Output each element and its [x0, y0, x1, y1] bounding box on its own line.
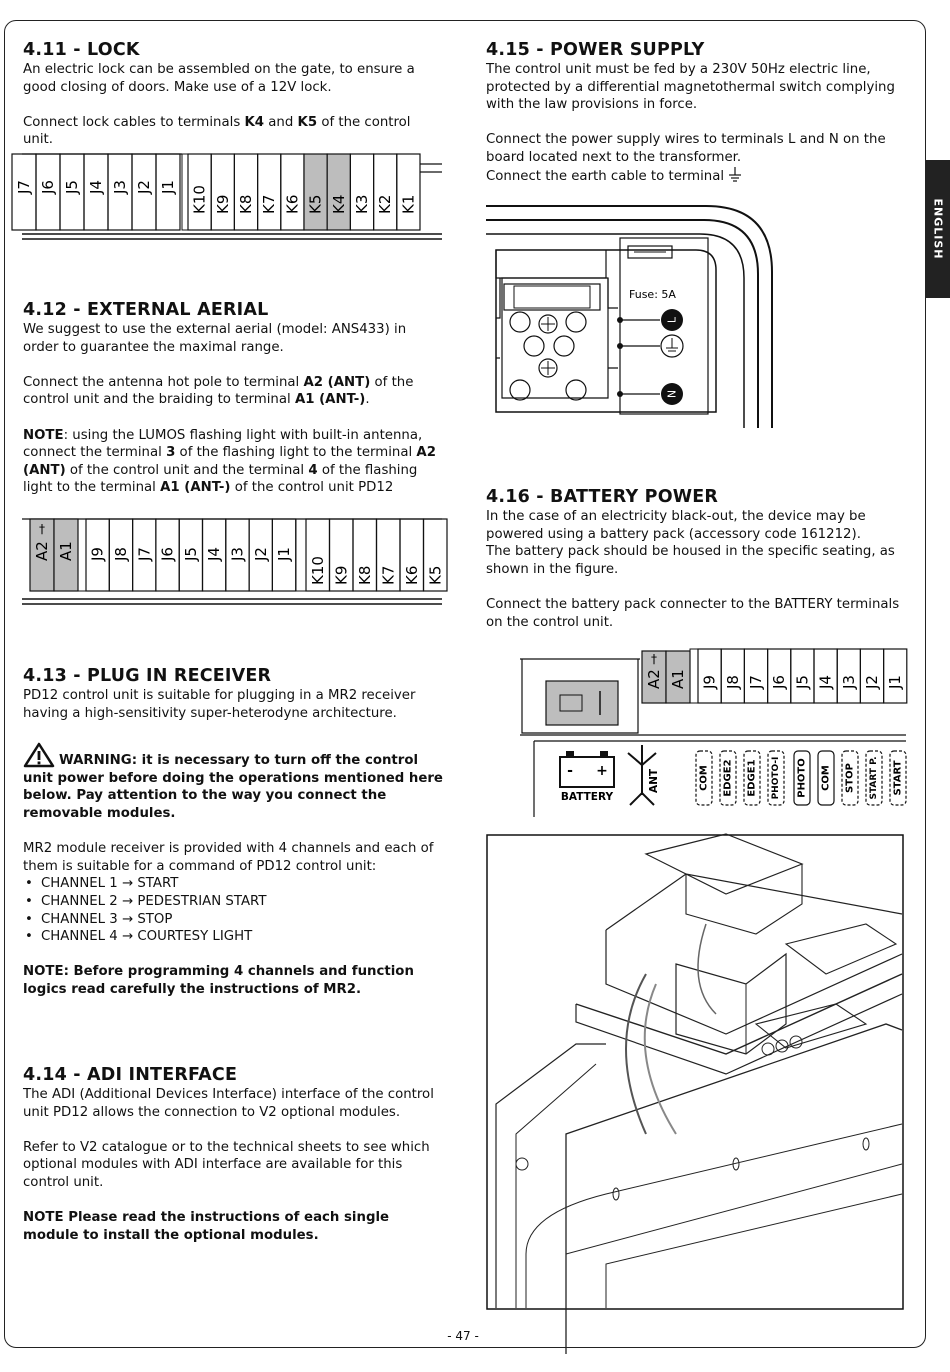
- terminal-label: J1: [886, 675, 905, 689]
- terminal-cell: [397, 154, 420, 230]
- battery-label: BATTERY: [560, 791, 614, 803]
- input-label: START: [892, 760, 904, 796]
- terminal-strip-aerial: [22, 515, 445, 607]
- section-battery-power: [486, 487, 908, 631]
- list-item: • CHANNEL 2 → PEDESTRIAN START: [23, 893, 443, 911]
- paragraph: Connect the earth cable to terminal: [486, 167, 908, 186]
- input-label: EDGE1: [746, 759, 758, 797]
- terminal-label: A2: [33, 541, 51, 561]
- terminal-N-label: N: [665, 389, 679, 399]
- list-item: • CHANNEL 4 → COURTESY LIGHT: [23, 928, 443, 946]
- terminal-label: J2: [135, 180, 153, 194]
- terminal-cell: [281, 154, 304, 230]
- section-title: 4.12 - EXTERNAL AERIAL: [23, 300, 269, 320]
- input-label: STOP: [844, 763, 856, 793]
- section-title: 4.16 - BATTERY POWER: [486, 487, 719, 507]
- battery-plus: +: [596, 763, 608, 779]
- terminal-label: J2: [863, 675, 881, 689]
- strip-gap: [296, 519, 306, 591]
- section-title: 4.14 - ADI INTERFACE: [23, 1065, 238, 1085]
- paragraph: MR2 module receiver is provided with 4 channels and each of them is suitable for a command of PD12 control unit:: [23, 841, 434, 874]
- power-supply-diagram: [486, 198, 776, 428]
- antenna-icon: †: [39, 522, 45, 536]
- terminal-label: J5: [793, 675, 812, 689]
- terminal-label: K8: [237, 194, 255, 214]
- terminal-label: J8: [723, 675, 742, 689]
- paragraph: PD12 control unit is suitable for plugging in a MR2 receiver having a high-sensitivity super-heterodyne architecture.: [23, 688, 416, 721]
- receiver-installation-drawing: [486, 834, 904, 1310]
- terminal-label: K9: [332, 565, 351, 585]
- terminal-label: J6: [770, 675, 789, 689]
- section-plug-in-receiver: [23, 666, 443, 999]
- paragraph: Connect the power supply wires to terminals L and N on the board located next to the transformer.: [486, 132, 886, 165]
- battery-minus: -: [567, 763, 573, 779]
- terminal-label: J6: [39, 180, 57, 194]
- terminal-label: A1: [669, 669, 687, 689]
- terminal-label: K9: [213, 194, 232, 214]
- input-label: PHOTO-I: [771, 756, 781, 800]
- terminal-label: K1: [399, 194, 418, 214]
- section-lock: [23, 40, 443, 149]
- section-power-supply: [486, 40, 908, 185]
- terminal-label: K2: [376, 194, 395, 214]
- terminal-label: J5: [63, 180, 81, 194]
- input-label: EDGE2: [722, 759, 734, 797]
- terminal-label: J3: [228, 547, 247, 561]
- terminal-label: J3: [839, 675, 858, 689]
- terminal-label: K7: [260, 194, 279, 214]
- terminal-label: J7: [15, 180, 33, 194]
- language-tab-label: ENGLISH: [931, 198, 945, 260]
- terminal-label: K3: [353, 194, 371, 214]
- battery-icon-terminal: [600, 751, 608, 757]
- paragraph: The control unit must be fed by a 230V 50Hz electric line, protected by a differential magnetothermal switch complying with the law provisions in force.: [486, 62, 895, 113]
- terminal-label: K6: [402, 565, 421, 585]
- strip-gap: [182, 154, 188, 230]
- terminal-label: J4: [816, 675, 835, 689]
- antenna-icon: †: [651, 652, 657, 666]
- language-tab: [926, 160, 950, 298]
- terminal-label: J9: [88, 547, 107, 561]
- section-title: 4.11 - LOCK: [23, 40, 140, 60]
- terminal-label: J7: [747, 675, 765, 689]
- terminal-label: K10: [190, 185, 209, 214]
- input-label: PHOTO: [796, 758, 808, 798]
- terminal-label: A1: [57, 541, 75, 561]
- terminal-label: K4: [329, 194, 348, 214]
- fuse-label: Fuse: 5A: [629, 288, 676, 301]
- terminal-label: J2: [251, 547, 270, 561]
- paragraph: Refer to V2 catalogue or to the technical sheets to see which optional modules with ADI interface are available for this control unit.: [23, 1139, 430, 1190]
- list-item: • CHANNEL 1 → START: [23, 875, 443, 893]
- strip-gap: [78, 519, 86, 591]
- paragraph: Connect the antenna hot pole to terminal A2 (ANT) of the control unit and the braiding to terminal A1 (ANT-).: [23, 374, 414, 408]
- terminal-cell: [374, 154, 397, 230]
- terminal-cell: [304, 154, 327, 230]
- terminal-L-label: L: [665, 316, 679, 324]
- terminal-cell: [258, 154, 281, 230]
- paragraph: An electric lock can be assembled on the gate, to ensure a good closing of doors. Make use of a 12V lock.: [23, 62, 415, 95]
- section-external-aerial: [23, 300, 443, 497]
- terminal-label: K8: [355, 565, 374, 585]
- warning: WARNING: it is necessary to turn off the control unit power before doing the operations mentioned here below. Pay attention to the way you connect the removable modules.: [23, 752, 443, 822]
- terminal-label: K7: [379, 565, 398, 585]
- terminal-label: J1: [275, 547, 294, 561]
- input-label: COM: [698, 765, 710, 791]
- terminal-label: J6: [158, 547, 177, 561]
- terminal-cell: [234, 154, 257, 230]
- channel-list: [23, 875, 443, 945]
- terminal-strip-lock: [15, 150, 442, 242]
- input-label: START P.: [869, 756, 879, 800]
- terminal-label: J8: [111, 547, 130, 561]
- paragraph: The ADI (Additional Devices Interface) interface of the control unit PD12 allows the connection to V2 optional modules.: [23, 1087, 434, 1120]
- strip-gap: [690, 649, 698, 703]
- page-number: - 47 -: [447, 1329, 479, 1343]
- terminal-cell: [327, 154, 350, 230]
- terminal-label: J4: [87, 180, 105, 194]
- battery-icon-terminal: [566, 751, 574, 757]
- terminal-label: J5: [181, 547, 200, 561]
- terminal-label: J3: [111, 180, 129, 194]
- terminal-label: J1: [159, 180, 177, 194]
- note: NOTE: Before programming 4 channels and function logics read carefully the instructions of MR2.: [23, 964, 414, 997]
- input-label: COM: [820, 765, 832, 791]
- list-item: • CHANNEL 3 → STOP: [23, 911, 443, 929]
- paragraph: The battery pack should be housed in the specific seating, as shown in the figure.: [486, 544, 895, 577]
- paragraph: Connect the battery pack connecter to the BATTERY terminals on the control unit.: [486, 596, 900, 630]
- warning-icon: [23, 742, 55, 768]
- ant-label: ANT: [648, 768, 660, 794]
- terminal-label: K5: [306, 194, 325, 214]
- terminal-label: J4: [205, 547, 224, 561]
- battery-connection-diagram: [520, 645, 906, 817]
- section-title: 4.15 - POWER SUPPLY: [486, 40, 705, 60]
- terminal-label: J9: [700, 675, 719, 689]
- terminal-cell: [211, 154, 234, 230]
- terminal-label: A2: [645, 669, 663, 689]
- terminal-cell: [350, 154, 373, 230]
- terminal-label: J7: [135, 547, 154, 561]
- paragraph: We suggest to use the external aerial (model: ANS433) in order to guarantee the maximal range.: [23, 322, 407, 355]
- note: NOTE: using the LUMOS flashing light with built-in antenna, connect the terminal 3 of the flashing light to the terminal A2 (ANT) of the control unit and the terminal 4 of the flashing light to the terminal A1 (ANT-) of the control unit PD12: [23, 427, 436, 496]
- paragraph: Connect lock cables to terminals K4 and K5 of the control unit.: [23, 114, 411, 148]
- terminal-label: K10: [308, 556, 327, 585]
- terminal-label: K5: [426, 565, 445, 585]
- paragraph: In the case of an electricity black-out, the device may be powered using a battery pack (accessory code 161212).: [486, 509, 866, 542]
- section-title: 4.13 - PLUG IN RECEIVER: [23, 666, 272, 686]
- earth-icon: [728, 167, 742, 183]
- terminal-label: K6: [283, 194, 302, 214]
- section-adi-interface: [23, 1065, 443, 1244]
- note: NOTE Please read the instructions of each single module to install the optional modules.: [23, 1210, 390, 1243]
